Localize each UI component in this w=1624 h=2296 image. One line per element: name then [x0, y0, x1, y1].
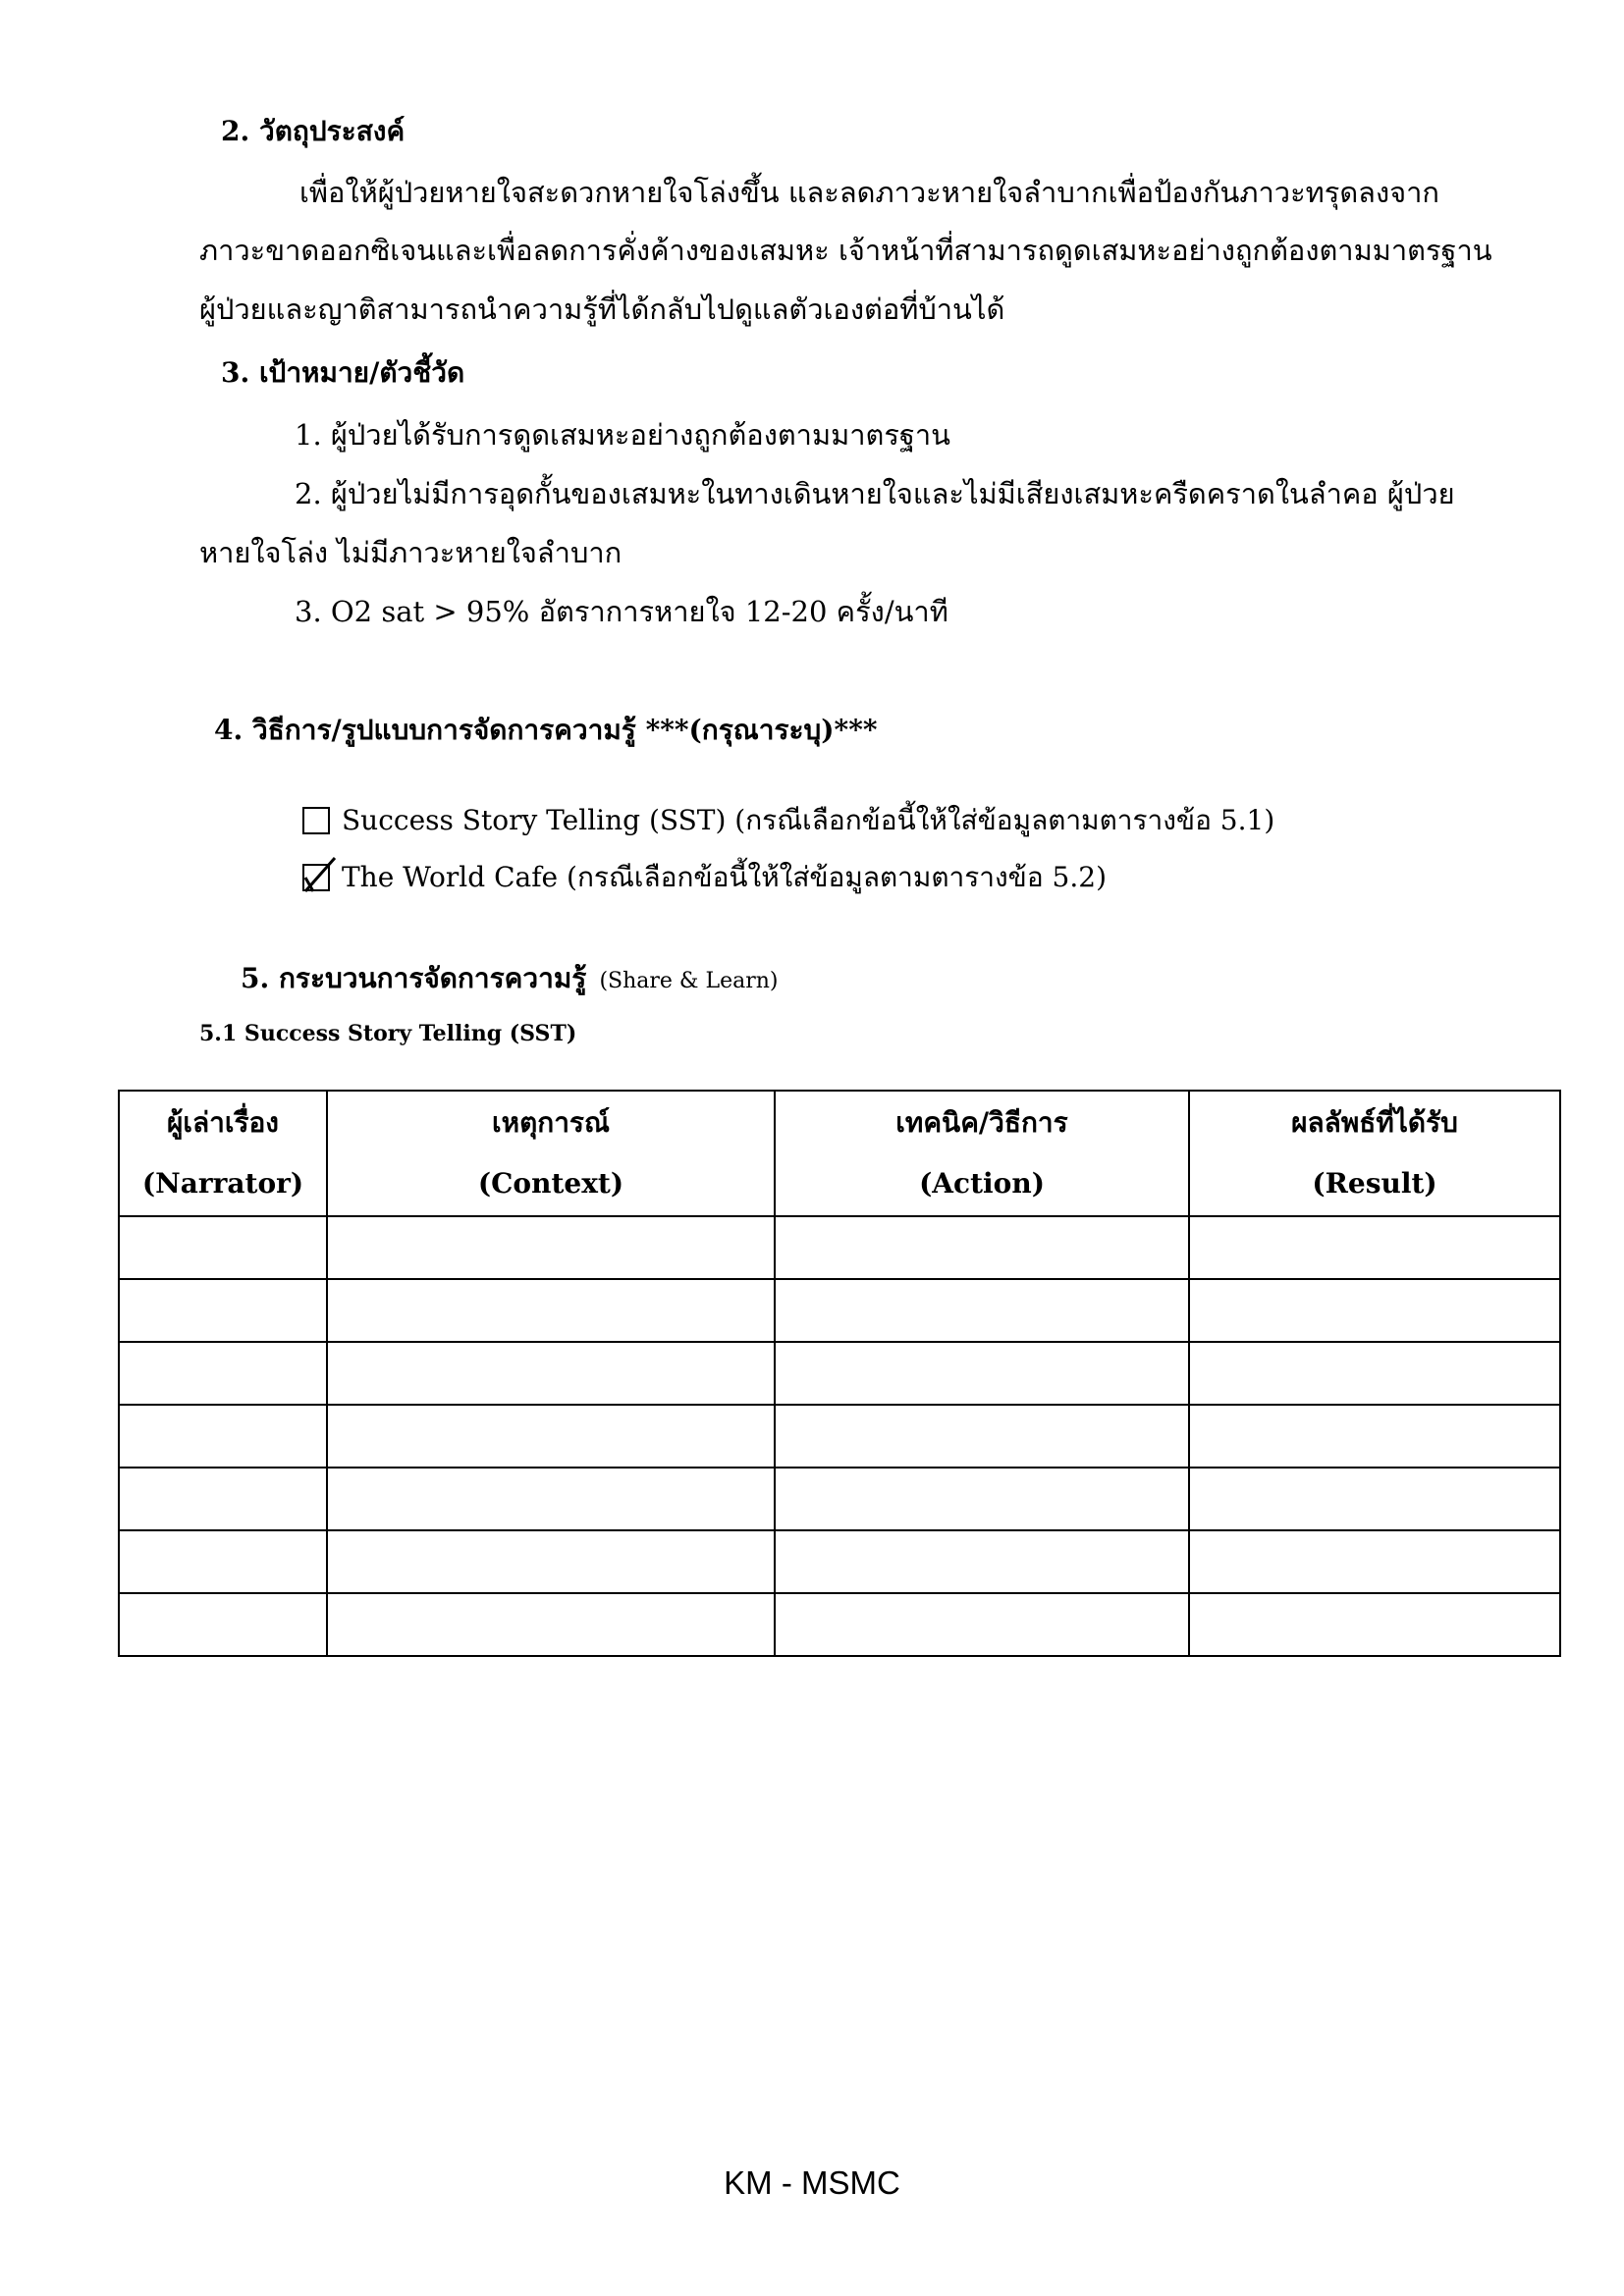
section-3-item-3: 3. O2 sat > 95% อัตราการหายใจ 12-20 ครั้ง/นาที	[295, 595, 948, 628]
table-cell[interactable]	[775, 1468, 1189, 1530]
section-3-item-2-line-1: 2. ผู้ป่วยไม่มีการอุดกั้นของเสมหะในทางเดินหายใจและไม่มีเสียงเสมหะครืดคราดในลำคอ ผู้ป่วย	[295, 477, 1455, 510]
option-world-cafe-label: The World Cafe (กรณีเลือกข้อนี้ให้ใส่ข้อมูลตามตารางข้อ 5.2)	[342, 861, 1107, 893]
section-2-heading: 2. วัตถุประสงค์	[221, 115, 406, 147]
section-5-1-heading: 5.1 Success Story Telling (SST)	[199, 1021, 577, 1046]
table-row	[119, 1468, 1560, 1530]
table-cell[interactable]	[775, 1405, 1189, 1468]
table-cell[interactable]	[775, 1593, 1189, 1656]
section-5-heading-wrap	[241, 957, 779, 1000]
table-cell[interactable]	[1189, 1342, 1560, 1405]
table-cell[interactable]	[1189, 1530, 1560, 1593]
table-row	[119, 1530, 1560, 1593]
section-5-heading-note: (Share & Learn)	[599, 969, 779, 993]
table-header-row	[119, 1091, 1560, 1216]
section-3-item-2-line-2: หายใจโล่ง ไม่มีภาวะหายใจลำบาก	[199, 536, 623, 569]
sst-table	[118, 1090, 1561, 1657]
table-cell[interactable]	[1189, 1216, 1560, 1279]
table-cell[interactable]	[775, 1342, 1189, 1405]
checkmark-icon	[301, 854, 341, 897]
table-cell[interactable]	[327, 1279, 775, 1342]
option-sst[interactable]	[302, 799, 1274, 842]
page-footer: KM - MSMC	[724, 2164, 900, 2201]
table-cell[interactable]	[119, 1530, 327, 1593]
section-4-heading: 4. วิธีการ/รูปแบบการจัดการความรู้ ***(กรุณาระบุ)***	[214, 714, 878, 746]
section-3-heading: 3. เป้าหมาย/ตัวชี้วัด	[221, 356, 465, 389]
table-cell[interactable]	[327, 1405, 775, 1468]
header-context	[327, 1091, 775, 1216]
table-row	[119, 1216, 1560, 1279]
table-cell[interactable]	[1189, 1468, 1560, 1530]
checkbox-world-cafe[interactable]	[302, 864, 330, 891]
header-narrator-th: ผู้เล่าเรื่อง	[167, 1106, 279, 1139]
table-row	[119, 1342, 1560, 1405]
header-context-th: เหตุการณ์	[492, 1106, 610, 1139]
table-cell[interactable]	[327, 1342, 775, 1405]
table-cell[interactable]	[119, 1342, 327, 1405]
table-cell[interactable]	[327, 1216, 775, 1279]
header-narrator	[119, 1091, 327, 1216]
table-cell[interactable]	[327, 1530, 775, 1593]
section-5-heading: 5. กระบวนการจัดการความรู้	[241, 962, 587, 994]
header-result-th: ผลลัพธ์ที่ได้รับ	[1291, 1106, 1458, 1139]
table-row	[119, 1405, 1560, 1468]
section-2-line-1: เพื่อให้ผู้ป่วยหายใจสะดวกหายใจโล่งขึ้น และลดภาวะหายใจลำบากเพื่อป้องกันภาวะทรุดลงจาก	[299, 176, 1439, 209]
section-2-line-2: ภาวะขาดออกซิเจนและเพื่อลดการคั่งค้างของเสมหะ เจ้าหน้าที่สามารถดูดเสมหะอย่างถูกต้องตามมาตรฐาน	[199, 234, 1492, 267]
table-cell[interactable]	[119, 1468, 327, 1530]
table-cell[interactable]	[327, 1468, 775, 1530]
header-result-en: (Result)	[1312, 1167, 1437, 1200]
header-action-en: (Action)	[919, 1167, 1045, 1200]
header-result	[1189, 1091, 1560, 1216]
table-cell[interactable]	[1189, 1279, 1560, 1342]
header-context-en: (Context)	[477, 1167, 624, 1200]
table-cell[interactable]	[775, 1216, 1189, 1279]
table-cell[interactable]	[119, 1279, 327, 1342]
header-action	[775, 1091, 1189, 1216]
section-2-line-3: ผู้ป่วยและญาติสามารถนำความรู้ที่ได้กลับไปดูแลตัวเองต่อที่บ้านได้	[199, 293, 1005, 326]
section-3-item-1: 1. ผู้ป่วยได้รับการดูดเสมหะอย่างถูกต้องตามมาตรฐาน	[295, 418, 951, 452]
table-cell[interactable]	[775, 1279, 1189, 1342]
table-row	[119, 1593, 1560, 1656]
table-cell[interactable]	[1189, 1405, 1560, 1468]
table-row	[119, 1279, 1560, 1342]
header-narrator-en: (Narrator)	[141, 1167, 304, 1200]
table-cell[interactable]	[327, 1593, 775, 1656]
table-cell[interactable]	[1189, 1593, 1560, 1656]
table-cell[interactable]	[119, 1593, 327, 1656]
checkbox-sst[interactable]	[302, 807, 330, 834]
table-cell[interactable]	[775, 1530, 1189, 1593]
option-sst-label: Success Story Telling (SST) (กรณีเลือกข้อนี้ให้ใส่ข้อมูลตามตารางข้อ 5.1)	[342, 804, 1275, 836]
table-cell[interactable]	[119, 1216, 327, 1279]
option-world-cafe[interactable]	[302, 856, 1107, 899]
header-action-th: เทคนิค/วิธีการ	[895, 1106, 1068, 1139]
table-cell[interactable]	[119, 1405, 327, 1468]
